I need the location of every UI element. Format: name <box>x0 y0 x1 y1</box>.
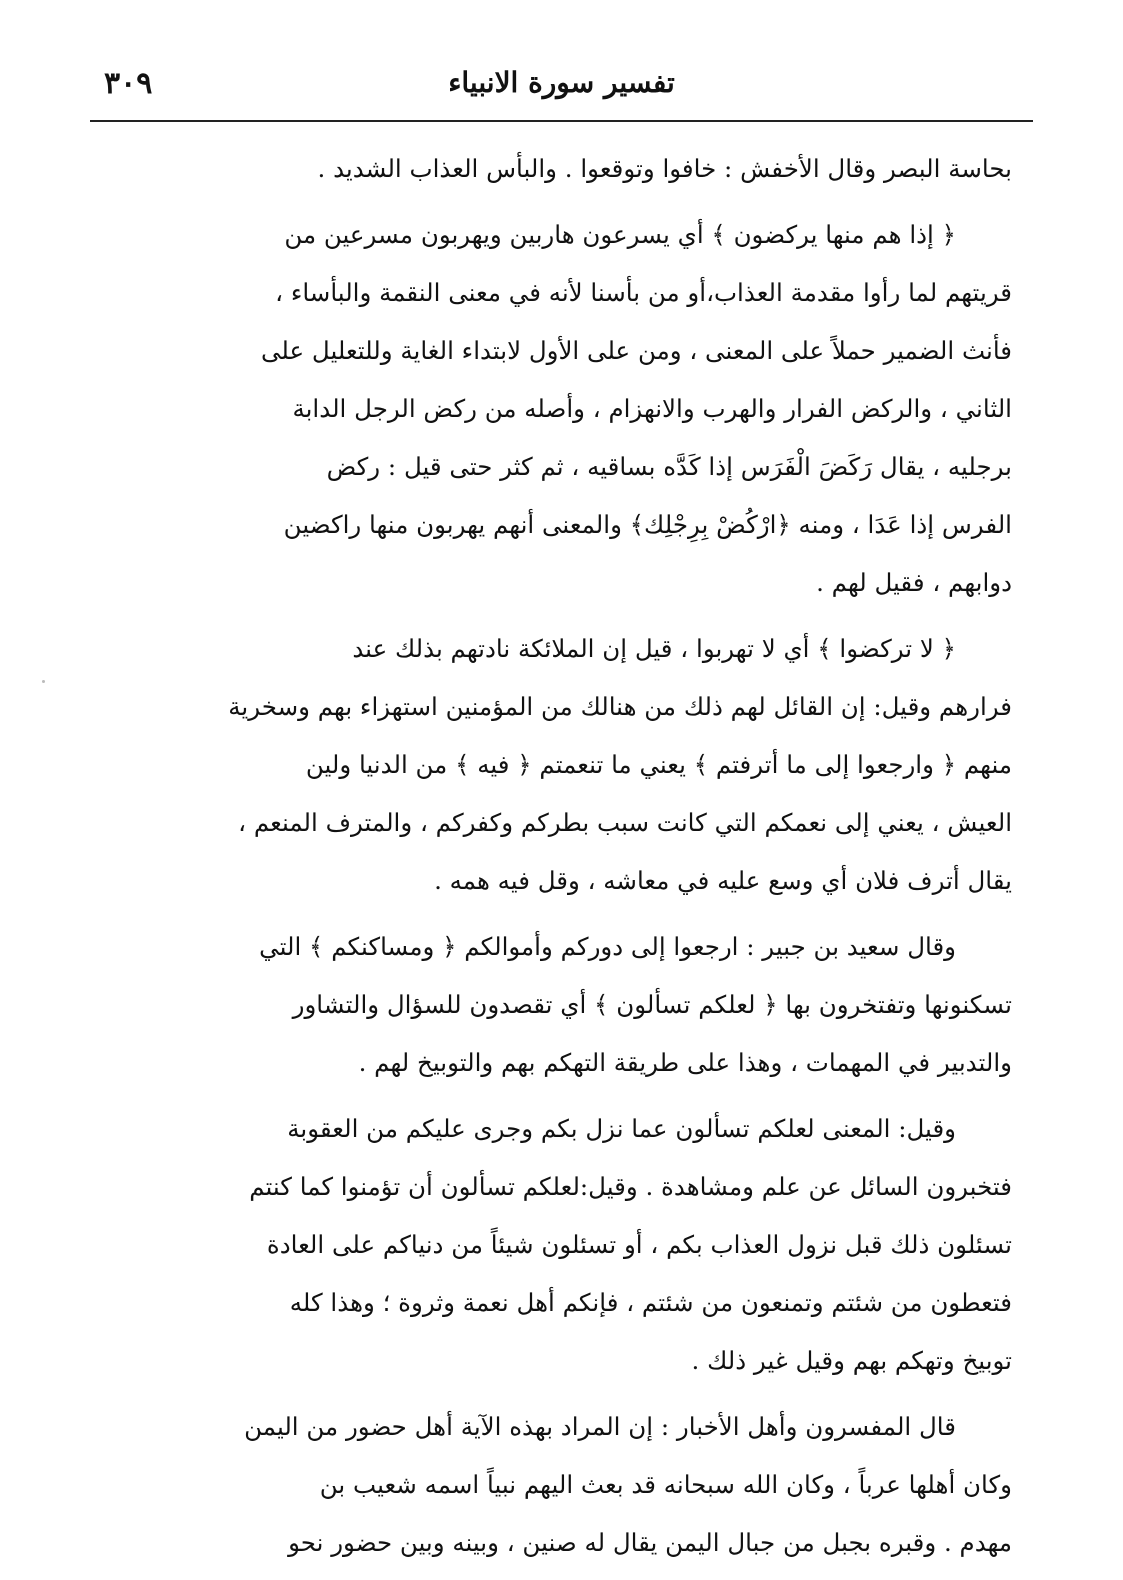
text-line: قال المفسرون وأهل الأخبار : إن المراد بهذه الآية أهل حضور من اليمن <box>244 1412 956 1441</box>
page-number: ٣٠٩ <box>104 66 153 101</box>
text-line: ﴿ لا تركضوا ﴾ أي لا تهربوا ، قيل إن الملائكة نادتهم بذلك عند <box>352 634 956 663</box>
text-line: العيش ، يعني إلى نعمكم التي كانت سبب بطركم وكفركم ، والمترف المنعم ، <box>238 808 1012 837</box>
text-line: والتدبير في المهمات ، وهذا على طريقة التهكم بهم والتوبيخ لهم . <box>358 1048 1012 1077</box>
text-line: ﴿ إذا هم منها يركضون ﴾ أي يسرعون هاربين ويهربون مسرعين من <box>284 220 956 249</box>
paragraph <box>96 1100 1012 1390</box>
text-line: بحاسة البصر وقال الأخفش : خافوا وتوقعوا . والبأس العذاب الشديد . <box>317 154 1012 183</box>
text-line: توبيخ وتهكم بهم وقيل غير ذلك . <box>691 1346 1012 1375</box>
paragraph <box>96 206 1012 612</box>
text-line: فتعطون من شئتم وتمنعون من شئتم ، فإنكم أهل نعمة وثروة ؛ وهذا كله <box>289 1288 1012 1317</box>
running-title: تفسير سورة الانبياء <box>448 66 675 99</box>
text-line: برجليه ، يقال رَكَضَ الْفَرَس إذا كَدَّه بساقيه ، ثم كثر حتى قيل : ركض <box>326 452 1012 481</box>
paragraph <box>96 620 1012 910</box>
text-line: فرارهم وقيل: إن القائل لهم ذلك من هنالك من المؤمنين استهزاء بهم وسخرية <box>228 692 1012 721</box>
text-line: وكان أهلها عرباً ، وكان الله سبحانه قد بعث اليهم نبياً اسمه شعيب بن <box>319 1470 1012 1499</box>
text-line: وقال سعيد بن جبير : ارجعوا إلى دوركم وأموالكم ﴿ ومساكنكم ﴾ التي <box>259 932 956 961</box>
text-line: الفرس إذا عَدَا ، ومنه ﴿ارْكُضْ بِرِجْلِك﴾ والمعنى أنهم يهربون منها راكضين <box>283 510 1012 539</box>
text-line: دوابهم ، فقيل لهم . <box>816 568 1012 597</box>
header-rule <box>90 120 1033 122</box>
paragraph <box>96 918 1012 1092</box>
text-line: الثاني ، والركض الفرار والهرب والانهزام ، وأصله من ركض الرجل الدابة <box>292 394 1012 423</box>
text-line: فأنث الضمير حملاً على المعنى ، ومن على الأول لابتداء الغاية وللتعليل على <box>260 336 1012 365</box>
text-line: فتخبرون السائل عن علم ومشاهدة . وقيل:لعلكم تسألون أن تؤمنوا كما كنتم <box>249 1172 1012 1201</box>
margin-speck <box>42 680 45 683</box>
text-line: تسكنونها وتفتخرون بها ﴿ لعلكم تسألون ﴾ أي تقصدون للسؤال والتشاور <box>292 990 1012 1019</box>
text-line: تسئلون ذلك قبل نزول العذاب بكم ، أو تسئلون شيئاً من دنياكم على العادة <box>266 1230 1012 1259</box>
text-line: وقيل: المعنى لعلكم تسألون عما نزل بكم وجرى عليكم من العقوبة <box>287 1114 956 1143</box>
text-line: مهدم . وقبره بجبل من جبال اليمن يقال له صنين ، وبينه وبين حضور نحو <box>288 1528 1012 1557</box>
text-line: قريتهم لما رأوا مقدمة العذاب،أو من بأسنا لأنه في معنى النقمة والبأساء ، <box>275 278 1012 307</box>
paragraph <box>96 140 1012 198</box>
body-text <box>96 140 1012 1580</box>
paragraph <box>96 1398 1012 1572</box>
text-line: يقال أترف فلان أي وسع عليه في معاشه ، وقل فيه همه . <box>434 866 1012 895</box>
text-line: منهم ﴿ وارجعوا إلى ما أترفتم ﴾ يعني ما تنعمتم ﴿ فيه ﴾ من الدنيا ولين <box>305 750 1012 779</box>
